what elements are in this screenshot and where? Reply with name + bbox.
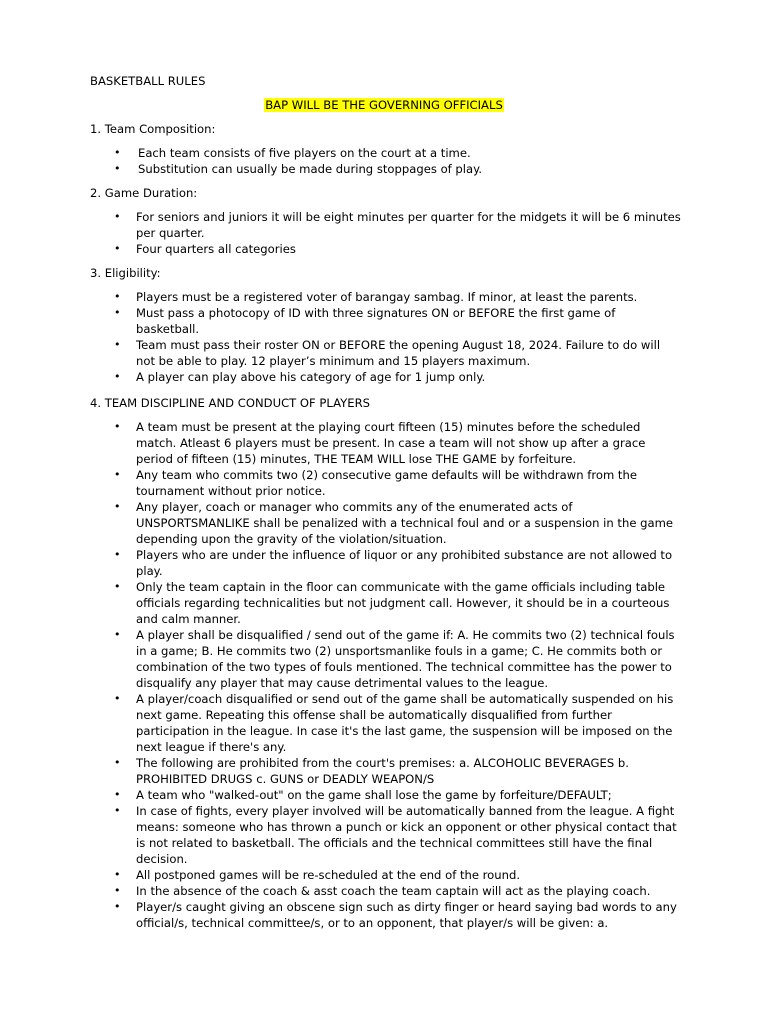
section-heading: 4. TEAM DISCIPLINE AND CONDUCT OF PLAYERS [90,396,370,410]
document-title: BASKETBALL RULES [90,74,206,88]
highlighted-text: BAP WILL BE THE GOVERNING OFFICIALS [265,98,503,112]
list-item: • A team must be present at the playing court fifteen (15) minutes before the scheduled match. Atleast 6 players must be present. In case a team will not show up after a grace period of fifteen (15) minutes, THE TEAM WILL lose THE GAME by forfeiture. [114,420,646,466]
list-item: • Substitution can usually be made during stoppages of play. [114,162,483,176]
list-item: • Player/s caught giving an obscene sign such as dirty finger or heard saying bad words to any official/s, technical committee/s, or to an opponent, that player/s will be given: a. [114,900,677,930]
bullet-icon: • [114,370,121,383]
bullet-icon: • [114,548,121,561]
list-item: • In the absence of the coach & asst coach the team captain will act as the playing coach. [114,884,651,898]
list-item: • The following are prohibited from the court's premises: a. ALCOHOLIC BEVERAGES b. PROHIBITED DRUGS c. GUNS or DEADLY WEAPON/S [114,756,629,786]
list-item: • Any player, coach or manager who commits any of the enumerated acts of UNSPORTSMANLIKE shall be penalized with a technical foul and or a suspension in the game depending upon the gravity of the violation/situation. [114,500,674,546]
section-team-discipline [90,395,690,931]
section-eligibility [90,265,690,385]
bullet-list [90,419,690,931]
bullet-icon: • [114,290,121,303]
list-item: • Four quarters all categories [114,242,296,256]
bullet-list [90,289,690,385]
bullet-icon: • [114,468,121,481]
section-heading: 1. Team Composition: [90,122,216,136]
list-item: • All postponed games will be re-scheduled at the end of the round. [114,868,521,882]
section-game-duration [90,185,690,257]
bullet-icon: • [114,900,121,913]
bullet-icon: • [114,500,121,513]
bullet-list [90,145,690,177]
bullet-icon: • [114,420,121,433]
governing-officials-line [0,97,768,113]
list-item: • Must pass a photocopy of ID with three signatures ON or BEFORE the first game of basketball. [114,306,616,336]
bullet-icon: • [114,210,121,223]
section-heading: 2. Game Duration: [90,186,198,200]
list-item: • In case of fights, every player involved will be automatically banned from the league. A fight means: someone who has thrown a punch or kick an opponent or other physical contact that is not related to basketball. The officials and the technical committees still have the final decision. [114,804,677,866]
list-item: • For seniors and juniors it will be eight minutes per quarter for the midgets it will be 6 minutes per quarter. [114,210,681,240]
list-item: • Each team consists of five players on the court at a time. [114,146,471,160]
bullet-icon: • [114,868,121,881]
bullet-icon: • [114,628,121,641]
bullet-icon: • [114,242,121,255]
bullet-icon: • [114,804,121,817]
list-item: • Players who are under the influence of liquor or any prohibited substance are not allowed to play. [114,548,673,578]
bullet-list [90,209,690,257]
list-item: • Only the team captain in the floor can communicate with the game officials including table officials regarding technicalities but not judgment call. However, it should be in a courteous and calm manner. [114,580,670,626]
bullet-icon: • [114,146,121,159]
section-heading: 3. Eligibility: [90,266,161,280]
bullet-icon: • [114,162,121,175]
bullet-icon: • [114,756,121,769]
bullet-icon: • [114,692,121,705]
bullet-icon: • [114,306,121,319]
list-item: • A player/coach disqualified or send out of the game shall be automatically suspended on his next game. Repeating this offense shall be automatically disqualified from further participation in the league. In case it's the last game, the suspension will be imposed on the next league if there's any. [114,692,674,754]
bullet-icon: • [114,884,121,897]
section-team-composition [90,121,690,177]
list-item: • A player shall be disqualified / send out of the game if: A. He commits two (2) technical fouls in a game; B. He commits two (2) unsportsmanlike fouls in a game; C. He commits both or combination of the two types of fouls mentioned. The technical committee has the power to disqualify any player that may cause detrimental values to the league. [114,628,675,690]
list-item: • Any team who commits two (2) consecutive game defaults will be withdrawn from the tournament without prior notice. [114,468,637,498]
list-item: • A player can play above his category of age for 1 jump only. [114,370,486,384]
list-item: • Team must pass their roster ON or BEFORE the opening August 18, 2024. Failure to do will not be able to play. 12 player’s minimum and 15 players maximum. [114,338,661,368]
list-item: • A team who "walked-out" on the game shall lose the game by forfeiture/DEFAULT; [114,788,612,802]
list-item: • Players must be a registered voter of barangay sambag. If minor, at least the parents. [114,290,638,304]
bullet-icon: • [114,788,121,801]
bullet-icon: • [114,580,121,593]
bullet-icon: • [114,338,121,351]
